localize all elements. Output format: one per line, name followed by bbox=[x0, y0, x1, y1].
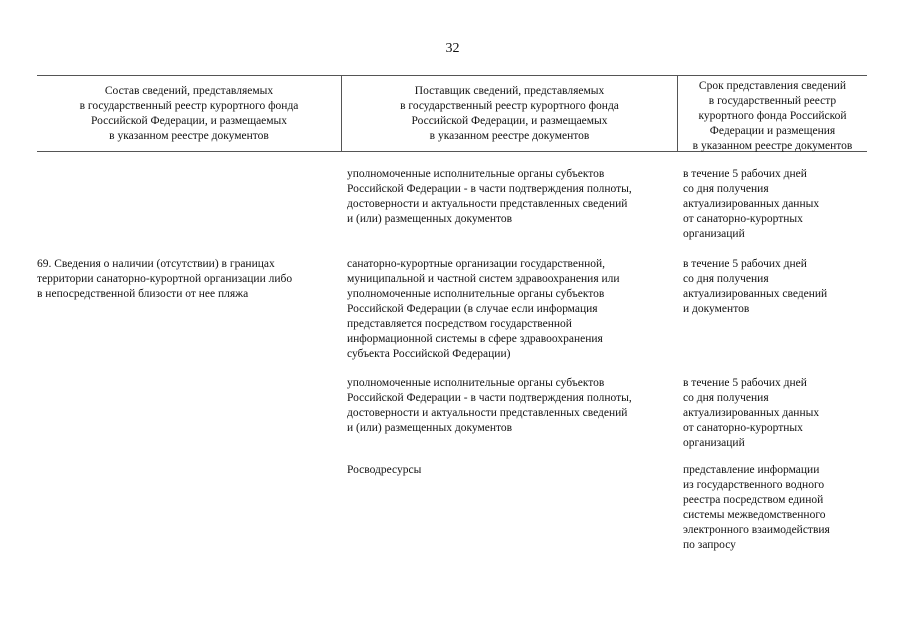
row-4-provider: Росводресурсы bbox=[347, 464, 422, 476]
row-2-provider: санаторно-курортные организации государственной, муниципальной и частной систем здравоохранения или уполномоченные исполнительные органы субъектов Российской Федерации (в случае если информация представляется посредством государственной информационной системы в сфере здравоохранения субъекта Российской Федерации) bbox=[347, 258, 620, 360]
row-1-provider: уполномоченные исполнительные органы субъектов Российской Федерации - в части подтверждения полноты, достоверности и актуальности представленных сведений и (или) размещенных документов bbox=[347, 168, 632, 225]
header-col-provider: Поставщик сведений, представляемых в государственный реестр курортного фонда Российской Федерации, и размещаемых в указанном реестре документов bbox=[400, 85, 619, 142]
table-top-rule bbox=[37, 75, 867, 76]
header-col-term: Срок представления сведений в государственный реестр курортного фонда Российской Федерации и размещения в указанном реестре документов bbox=[692, 80, 853, 152]
header-col-contents: Состав сведений, представляемых в государственный реестр курортного фонда Российской Федерации, и размещаемых в указанном реестре документов bbox=[79, 85, 299, 142]
row-3-term: в течение 5 рабочих дней со дня получения актуализированных данных от санаторно-курортных организаций bbox=[683, 377, 820, 449]
page-number: 32 bbox=[445, 41, 460, 56]
item-69-contents: 69. Сведения о наличии (отсутствии) в границах территории санаторно-курортной организации либо в непосредственной близости от нее пляжа bbox=[37, 258, 293, 300]
row-2-term: в течение 5 рабочих дней со дня получения актуализированных сведений и документов bbox=[683, 258, 828, 315]
row-4-term: представление информации из государственного водного реестра посредством единой системы межведомственного электронного взаимодействия по запросу bbox=[683, 464, 830, 551]
row-1-term: в течение 5 рабочих дней со дня получения актуализированных данных от санаторно-курортных организаций bbox=[683, 168, 820, 240]
row-3-provider: уполномоченные исполнительные органы субъектов Российской Федерации - в части подтверждения полноты, достоверности и актуальности представленных сведений и (или) размещенных документов bbox=[347, 377, 632, 434]
